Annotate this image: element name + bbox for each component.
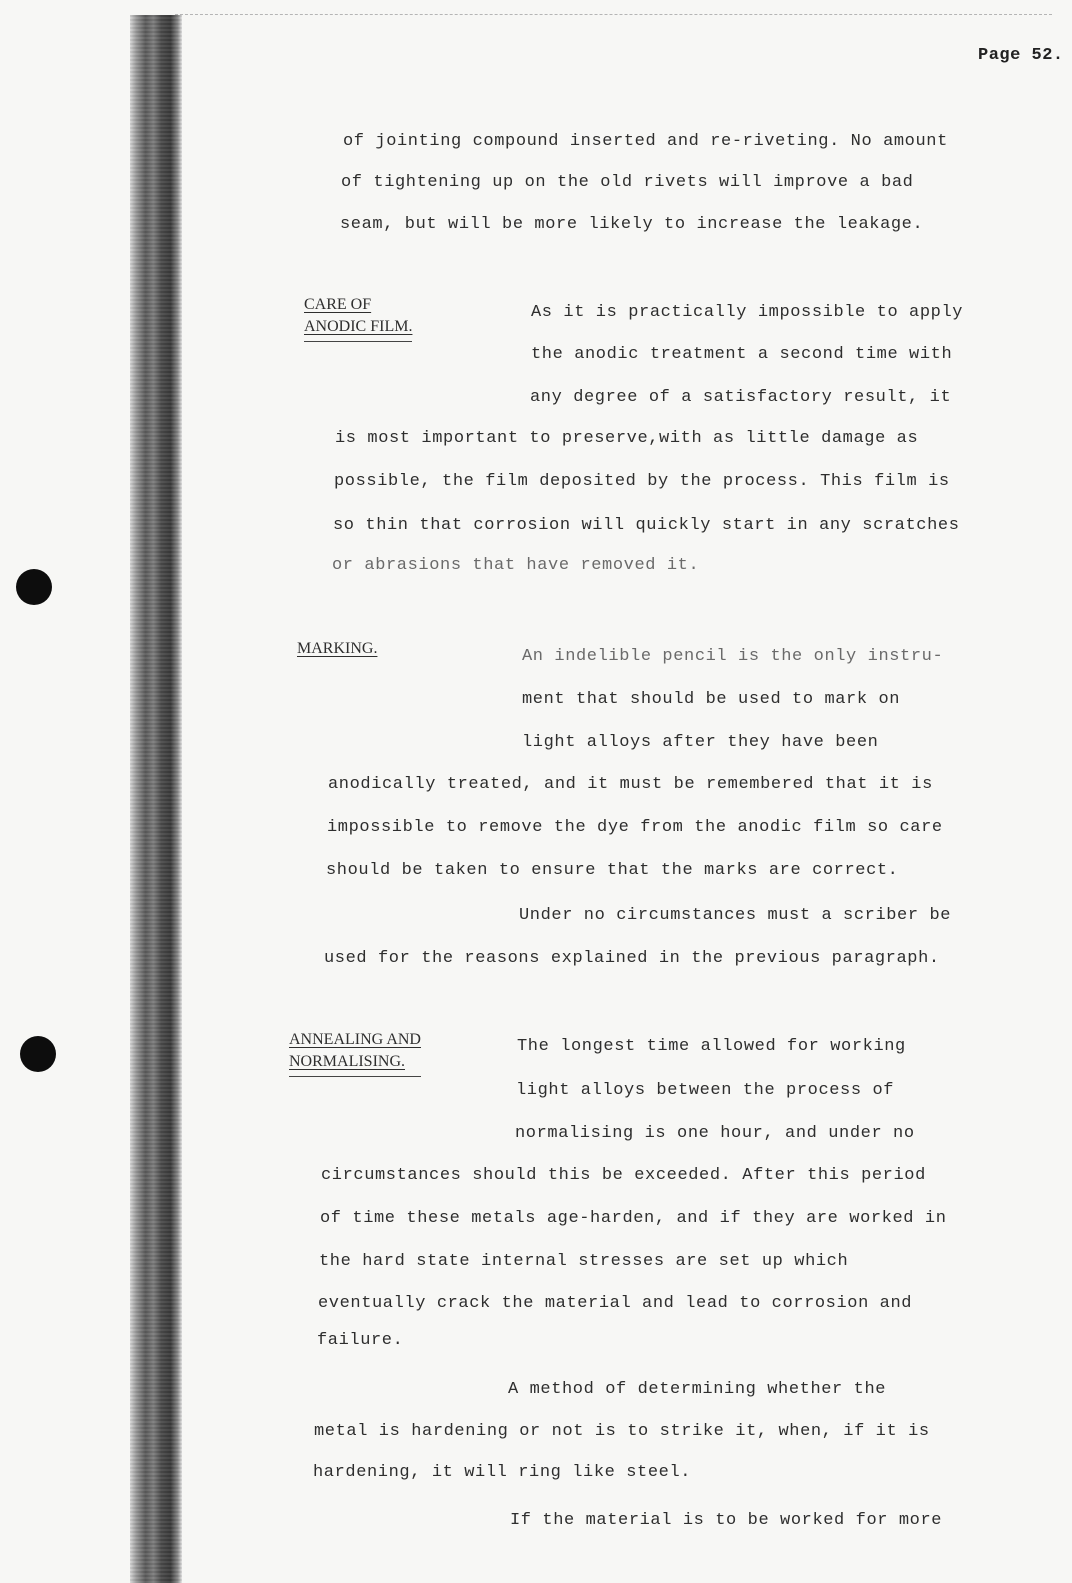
care-line: any degree of a satisfactory result, it	[530, 388, 952, 407]
marking-line: Under no circumstances must a scriber be	[519, 906, 952, 925]
annealing-line: hardening, it will ring like steel.	[313, 1463, 692, 1482]
marking-line: An indelible pencil is the only instru-	[522, 647, 944, 666]
section-heading-annealing-and-normalising	[289, 1029, 421, 1077]
care-line: or abrasions that have removed it.	[332, 556, 700, 575]
page-number: Page 52.	[978, 46, 1064, 65]
heading-line: NORMALISING.	[289, 1051, 421, 1077]
care-line: possible, the film deposited by the process. This film is	[334, 472, 950, 491]
annealing-line: The longest time allowed for working	[517, 1037, 906, 1056]
top-rule	[175, 14, 1052, 15]
annealing-line: the hard state internal stresses are set up which	[319, 1252, 849, 1271]
intro-line: of tightening up on the old rivets will improve a bad	[341, 173, 914, 192]
annealing-line: circumstances should this be exceeded. After this period	[321, 1166, 926, 1185]
heading-line: ANNEALING AND	[289, 1031, 421, 1048]
section-heading-care-of-anodic-film	[304, 294, 412, 342]
care-line: so thin that corrosion will quickly start in any scratches	[333, 516, 960, 535]
annealing-line: eventually crack the material and lead to corrosion and	[318, 1294, 913, 1313]
marking-line: anodically treated, and it must be remembered that it is	[328, 775, 933, 794]
punch-hole-upper	[16, 569, 52, 605]
annealing-line: normalising is one hour, and under no	[515, 1124, 915, 1143]
marking-line: ment that should be used to mark on	[522, 690, 901, 709]
care-line: As it is practically impossible to apply	[531, 303, 964, 322]
care-line: is most important to preserve,with as little damage as	[335, 429, 919, 448]
annealing-line: If the material is to be worked for more	[510, 1511, 943, 1530]
intro-line: of jointing compound inserted and re-riveting. No amount	[343, 132, 948, 151]
heading-line: CARE OF	[304, 296, 372, 313]
marking-line: light alloys after they have been	[522, 733, 879, 752]
care-line: the anodic treatment a second time with	[531, 345, 953, 364]
intro-line: seam, but will be more likely to increase the leakage.	[340, 215, 924, 234]
annealing-line: of time these metals age-harden, and if they are worked in	[320, 1209, 947, 1228]
marking-line: used for the reasons explained in the previous paragraph.	[324, 949, 940, 968]
marking-line: impossible to remove the dye from the anodic film so care	[327, 818, 943, 837]
annealing-line: light alloys between the process of	[516, 1081, 895, 1100]
section-heading-marking	[297, 638, 377, 660]
heading-line: MARKING.	[297, 640, 378, 657]
heading-line: ANODIC FILM.	[304, 316, 412, 342]
binding-shadow	[130, 15, 182, 1583]
annealing-line: failure.	[317, 1331, 404, 1350]
annealing-line: metal is hardening or not is to strike it, when, if it is	[314, 1422, 930, 1441]
annealing-line: A method of determining whether the	[508, 1380, 887, 1399]
punch-hole-lower	[20, 1036, 56, 1072]
marking-line: should be taken to ensure that the marks are correct.	[326, 861, 899, 880]
